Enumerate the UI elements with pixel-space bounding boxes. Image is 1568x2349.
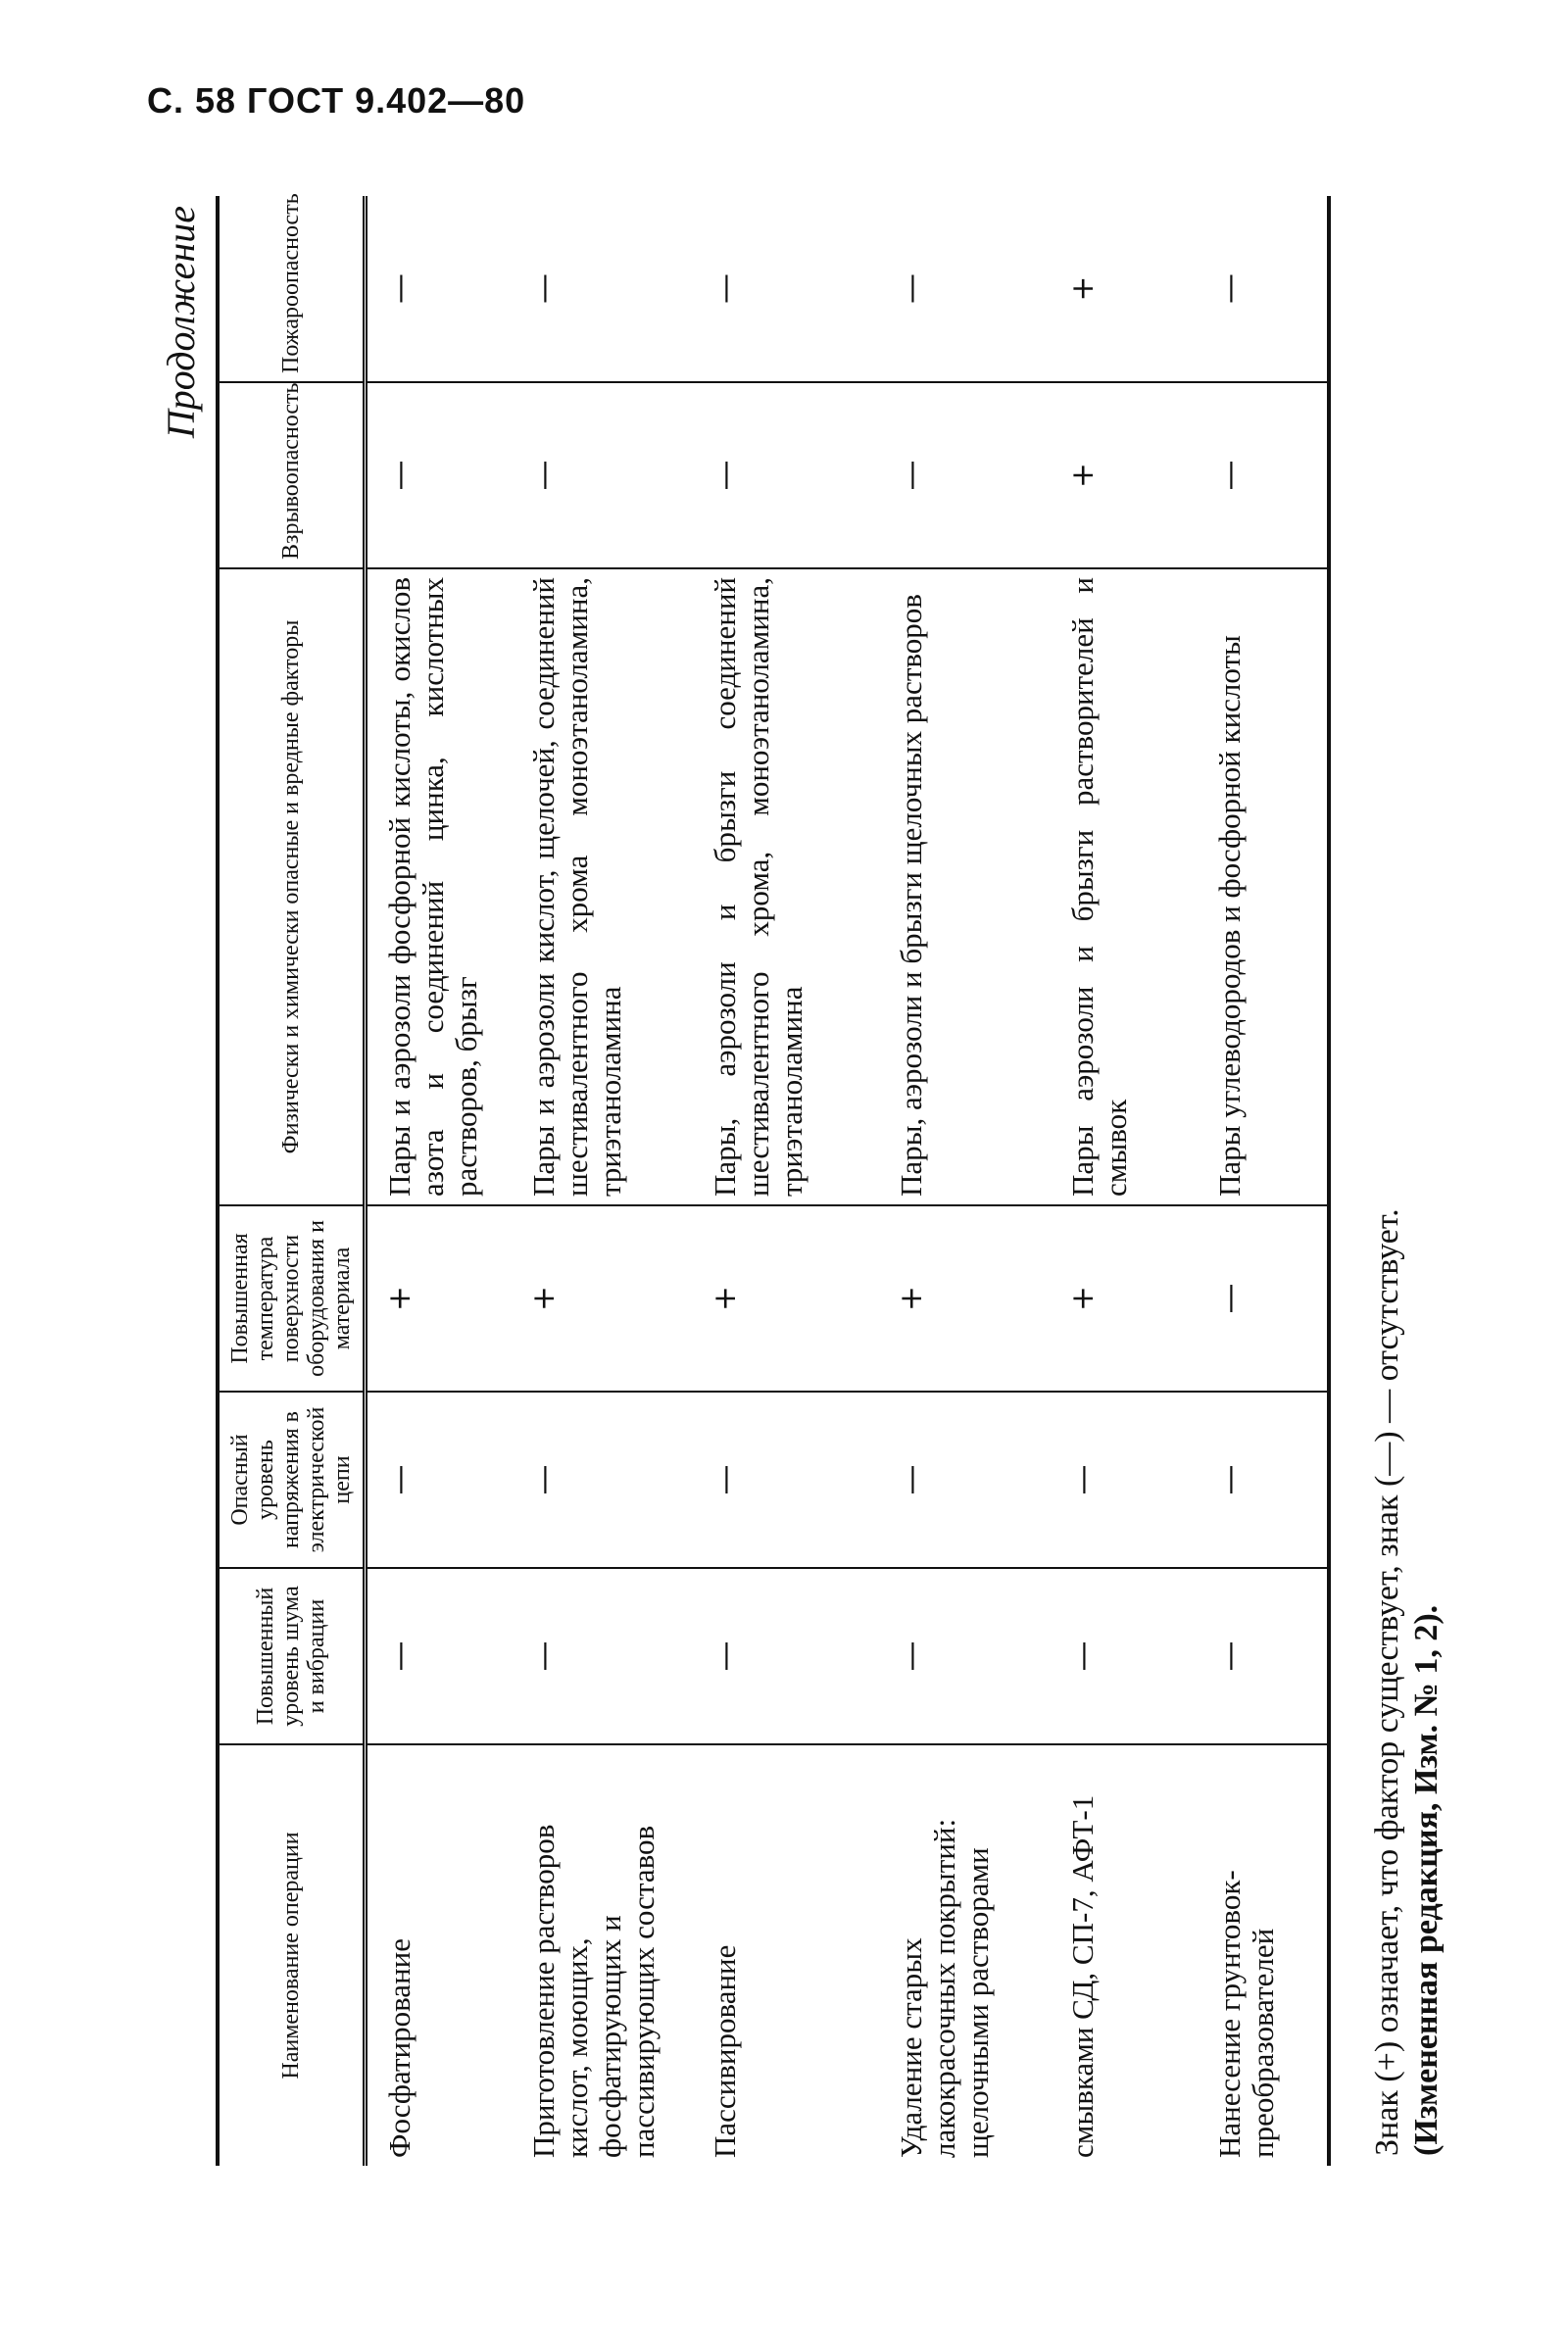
header-noise: Повышенный уровень шума и вибрации [218, 1568, 365, 1744]
fire-cell: — [365, 196, 512, 382]
page-header: С. 58 ГОСТ 9.402—80 [147, 80, 526, 121]
noise-cell: — [1198, 1568, 1329, 1744]
header-operation: Наименование операции [218, 1744, 365, 2166]
fire-cell: — [1198, 196, 1329, 382]
explosion-cell: — [512, 382, 693, 568]
factors-cell: Пары и аэрозоли кислот, щелочей, соединений шестивалентного хрома моноэтаноламина, триэтаноламина [512, 568, 693, 1205]
voltage-cell: — [365, 1392, 512, 1568]
note-revision: (Измененная редакция, Изм. № 1, 2). [1408, 1604, 1445, 2156]
voltage-cell: — [693, 1392, 879, 1568]
factors-cell: Пары углеводородов и фосфорной кислоты [1198, 568, 1329, 1205]
note-legend: Знак (+) означает, что фактор существует, знак (—) — отсутствует. [1369, 1208, 1405, 2156]
operation-cell: Пассивирование [693, 1744, 879, 2166]
header-voltage: Опасный уровень напряжения в электрической цепи [218, 1392, 365, 1568]
noise-cell: — [365, 1568, 512, 1744]
table-row [365, 196, 512, 2166]
noise-cell: — [512, 1568, 693, 1744]
operation-cell: Удаление старых лакокрасочных покрытий: щелочными растворами [879, 1744, 1051, 2166]
hazard-factors-table [216, 193, 1331, 2166]
rotated-table-block [147, 193, 1445, 2166]
factors-cell: Пары аэрозоли и брызги растворителей и смывок [1051, 568, 1198, 1205]
explosion-cell: — [879, 382, 1051, 568]
temperature-cell: + [693, 1205, 879, 1392]
factors-cell: Пары и аэрозоли фосфорной кислоты, окислов азота и соединений цинка, кислотных растворов, брызг [365, 568, 512, 1205]
table-row [512, 196, 693, 2166]
explosion-cell: — [693, 382, 879, 568]
explosion-cell: + [1051, 382, 1198, 568]
voltage-cell: — [512, 1392, 693, 1568]
header-explosion: Взрывоопасность [218, 382, 365, 568]
operation-cell: Фосфатирование [365, 1744, 512, 2166]
factors-cell: Пары, аэрозоли и брызги соединений шестивалентного хрома, моноэтаноламина, триэтаноламина [693, 568, 879, 1205]
fire-cell: + [1051, 196, 1198, 382]
temperature-cell: + [879, 1205, 1051, 1392]
header-fire: Пожароопасность [218, 196, 365, 382]
table-header-row [218, 196, 365, 2166]
noise-cell: — [1051, 1568, 1198, 1744]
table-row [1198, 196, 1329, 2166]
voltage-cell: — [1198, 1392, 1329, 1568]
table-row [879, 196, 1051, 2166]
table-row [1051, 196, 1198, 2166]
fire-cell: — [693, 196, 879, 382]
operation-cell: Приготовление растворов кислот, моющих, фосфатирующих и пассивирующих составов [512, 1744, 693, 2166]
voltage-cell: — [879, 1392, 1051, 1568]
factors-cell: Пары, аэрозоли и брызги щелочных растворов [879, 568, 1051, 1205]
fire-cell: — [512, 196, 693, 382]
table-note [1368, 196, 1446, 2166]
temperature-cell: + [512, 1205, 693, 1392]
continuation-label: Продолжение [159, 206, 203, 439]
header-factors: Физически и химически опасные и вредные факторы [218, 568, 365, 1205]
temperature-cell: + [365, 1205, 512, 1392]
table-row [693, 196, 879, 2166]
header-temperature: Повышенная температура поверхности оборудования и материала [218, 1205, 365, 1392]
explosion-cell: — [365, 382, 512, 568]
noise-cell: — [693, 1568, 879, 1744]
fire-cell: — [879, 196, 1051, 382]
operation-cell: Нанесение грунтовок-преобразователей [1198, 1744, 1329, 2166]
operation-cell: смывками СД, СП-7, АФТ-1 [1051, 1744, 1198, 2166]
temperature-cell: + [1051, 1205, 1198, 1392]
voltage-cell: — [1051, 1392, 1198, 1568]
temperature-cell: — [1198, 1205, 1329, 1392]
noise-cell: — [879, 1568, 1051, 1744]
explosion-cell: — [1198, 382, 1329, 568]
